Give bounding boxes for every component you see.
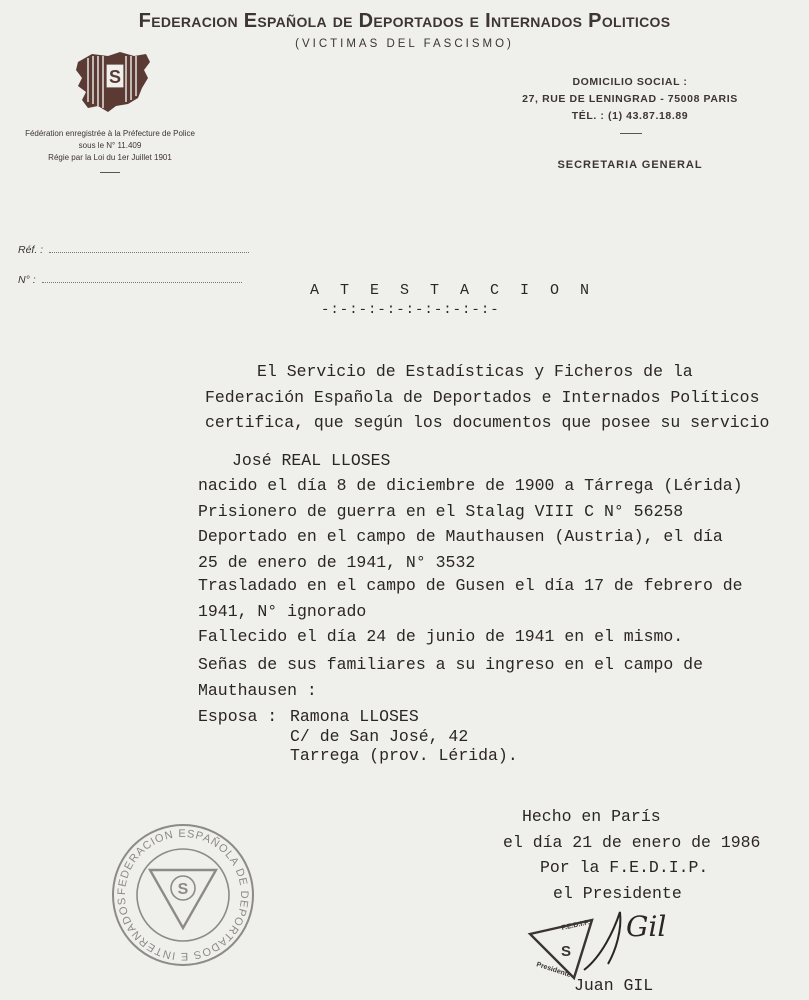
number-label: N° :: [18, 274, 36, 286]
body-line: Trasladado en el campo de Gusen el día 17 de febrero de: [198, 576, 743, 595]
address-line: DOMICILIO SOCIAL :: [572, 76, 688, 88]
closing-date: el día 21 de enero de 1986: [503, 833, 761, 852]
reference-dotted-line: [49, 252, 249, 253]
intro-line: certifica, que según los documentos que posee su servicio: [205, 413, 770, 432]
intro-line: El Servicio de Estadísticas y Ficheros de la: [257, 362, 693, 381]
body-line: Fallecido el día 24 de junio de 1941 en el mismo.: [198, 627, 684, 646]
address-block: [470, 74, 790, 125]
reference-field: [18, 244, 249, 256]
letterhead-title: Federacion Española de Deportados e Internados Politicos: [138, 10, 671, 32]
title-underline: -:-:-:-:-:-:-:-:-:-: [321, 302, 500, 318]
body-line: nacido el día 8 de diciembre de 1900 a Tárrega (Lérida): [198, 476, 743, 495]
department-label: SECRETARIA GENERAL: [557, 159, 703, 171]
signatory-name: Juan GIL: [574, 976, 654, 995]
divider: [620, 133, 642, 134]
body-line: 25 de enero de 1941, N° 3532: [198, 553, 476, 572]
closing-organization: Por la F.E.D.I.P.: [540, 858, 709, 877]
body-line: Deportado en el campo de Mauthausen (Austria), el día: [198, 527, 723, 546]
body-line: Señas de sus familiares a su ingreso en el campo de: [198, 655, 703, 674]
signature-stamp-top: F.E.D.I.P.: [560, 919, 591, 932]
stamp-letter: S: [177, 881, 189, 898]
person-name: José REAL LLOSES: [232, 451, 391, 470]
logo-letter: S: [108, 67, 122, 87]
family-line: C/ de San José, 42: [290, 727, 469, 746]
stamp-text: FEDERACION ESPAÑOLA DE DEPORTADOS E INTERNADOS: [115, 827, 251, 963]
registration-line: Régie par la Loi du 1er Juillet 1901: [48, 153, 172, 162]
signature-stamp-letter: S: [560, 943, 572, 960]
signature-stamp: [522, 900, 692, 995]
family-line: Ramona LLOSES: [290, 707, 419, 726]
organization-logo: [68, 48, 154, 119]
document-title: A T E S T A C I O N: [310, 282, 596, 299]
number-field: [18, 274, 242, 286]
address-line: TÉL. : (1) 43.87.18.89: [571, 110, 689, 122]
intro-line: Federación Española de Deportados e Internados Políticos: [205, 388, 760, 407]
divider: [100, 172, 120, 173]
registration-line: Fédération enregistrée à la Préfecture de Police: [25, 129, 195, 138]
body-line: Prisionero de guerra en el Stalag VIII C N° 56258: [198, 502, 684, 521]
closing-place: Hecho en París: [522, 807, 661, 826]
closing-role: el Presidente: [553, 884, 682, 903]
handwritten-signature: Gil: [626, 910, 667, 943]
signature-stamp-side: Presidente: [535, 961, 572, 979]
family-label: Esposa :: [198, 707, 278, 726]
letterhead-subtitle: (VICTIMAS DEL FASCISMO): [295, 38, 514, 50]
official-stamp: [108, 820, 258, 975]
body-line: Mauthausen :: [198, 681, 317, 700]
address-line: 27, RUE DE LENINGRAD - 75008 PARIS: [522, 93, 738, 105]
number-dotted-line: [42, 282, 242, 283]
registration-line: sous le N° 11.409: [78, 141, 142, 150]
family-line: Tarrega (prov. Lérida).: [290, 746, 518, 765]
registration-note: [10, 128, 210, 164]
body-line: 1941, N° ignorado: [198, 602, 367, 621]
reference-label: Réf. :: [18, 244, 44, 256]
